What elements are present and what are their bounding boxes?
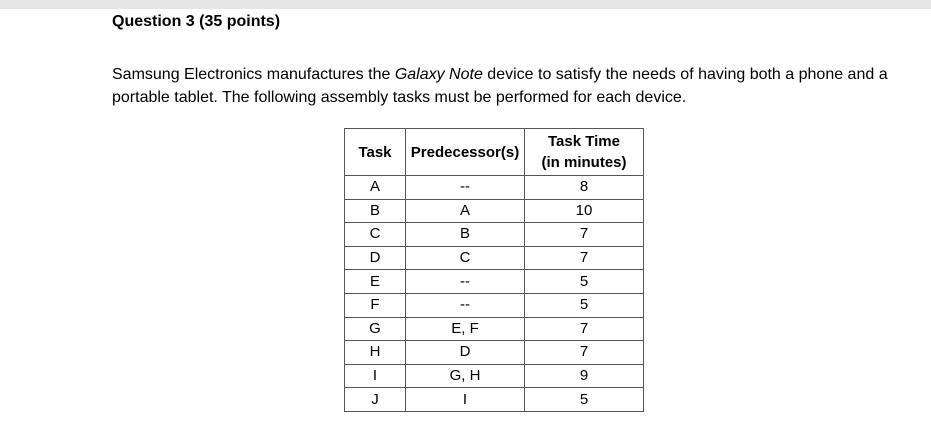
header-task: Task <box>345 129 406 176</box>
paragraph-text-start: Samsung Electronics manufactures the <box>112 66 395 83</box>
cell-task: E <box>345 270 406 294</box>
cell-predecessors: D <box>406 341 525 365</box>
header-task-time <box>525 129 644 176</box>
cell-time: 7 <box>525 317 644 341</box>
cell-time: 7 <box>525 341 644 365</box>
cell-predecessors: -- <box>406 176 525 200</box>
cell-time: 5 <box>525 388 644 412</box>
top-bar <box>0 0 931 9</box>
cell-predecessors: -- <box>406 293 525 317</box>
problem-paragraph <box>112 63 902 109</box>
cell-predecessors: G, H <box>406 364 525 388</box>
cell-time: 8 <box>525 176 644 200</box>
cell-time: 7 <box>525 223 644 247</box>
cell-task: A <box>345 176 406 200</box>
header-task-time-line1: Task Time <box>548 133 620 150</box>
table-row <box>345 317 644 341</box>
table-row <box>345 199 644 223</box>
device-name: Galaxy Note <box>394 66 483 83</box>
table-row <box>345 341 644 365</box>
cell-task: C <box>345 223 406 247</box>
cell-task: D <box>345 246 406 270</box>
cell-time: 10 <box>525 199 644 223</box>
cell-time: 9 <box>525 364 644 388</box>
cell-predecessors: -- <box>406 270 525 294</box>
table-row <box>345 176 644 200</box>
question-heading: Question 3 (35 points) <box>112 13 281 30</box>
table-row <box>345 246 644 270</box>
cell-task: J <box>345 388 406 412</box>
task-table <box>344 128 644 412</box>
cell-predecessors: I <box>406 388 525 412</box>
table-row <box>345 223 644 247</box>
header-task-time-line2: (in minutes) <box>541 154 627 171</box>
cell-task: G <box>345 317 406 341</box>
table-row <box>345 388 644 412</box>
cell-task: B <box>345 199 406 223</box>
cell-predecessors: C <box>406 246 525 270</box>
cell-task: I <box>345 364 406 388</box>
cell-time: 5 <box>525 293 644 317</box>
cell-task: H <box>345 341 406 365</box>
table-row <box>345 270 644 294</box>
table-row <box>345 293 644 317</box>
cell-predecessors: E, F <box>406 317 525 341</box>
cell-predecessors: A <box>406 199 525 223</box>
paragraph-text-end: device to satisfy the needs of having both a phone and a portable tablet. The following assembly tasks must be performed for each device. <box>112 66 888 106</box>
table-header-row <box>345 129 644 176</box>
header-predecessors: Predecessor(s) <box>406 129 525 176</box>
cell-predecessors: B <box>406 223 525 247</box>
table-row <box>345 364 644 388</box>
cell-time: 7 <box>525 246 644 270</box>
cell-task: F <box>345 293 406 317</box>
cell-time: 5 <box>525 270 644 294</box>
